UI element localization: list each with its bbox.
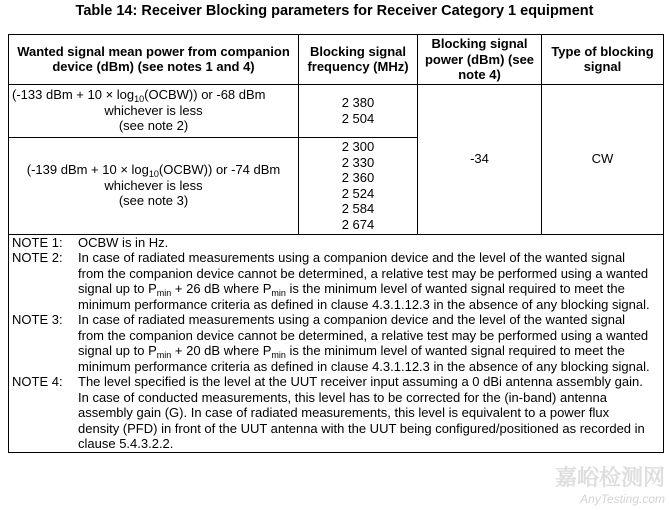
frequency-value: 2 330 [341, 154, 375, 170]
notes-row [9, 234, 664, 452]
note-text: OCBW is in Hz. [78, 234, 169, 250]
frequency-value: 2 524 [341, 185, 375, 201]
note-4 [12, 374, 660, 452]
header-row [9, 35, 664, 85]
note-label: NOTE 2: [12, 250, 63, 265]
wanted-formula-2: (-139 dBm + $10 \times \log_{10}(OCBW)$) or -74 dBm [26, 162, 281, 180]
wanted-note-ref-2: (see note 3) [118, 193, 189, 209]
frequency-value: 2 504 [341, 110, 375, 126]
wanted-formula-1: (-133 dBm + $10 \times \log_{10}(OCBW)$) or -68 dBm [12, 87, 266, 105]
blocking-type-cell: CW [542, 84, 664, 234]
frequency-value: 2 674 [341, 216, 375, 232]
header-blocking-frequency: Blocking signal frequency (MHz) [299, 35, 418, 85]
note-text: In case of radiated measurements using a companion device and the level of the wanted signal from the companion device cannot be determined, a relative test may be performed using a wanted signal up to $P_{min} + 26$ dB where $P_{min}$ is the minimum level of wanted signal required to meet the minimum performance criteria as defined in clause 4.3.1.12.3 in the absence of any blocking signal. [78, 250, 650, 312]
wanted-condition-2: whichever is less [104, 177, 203, 193]
watermark-url: AnyTesting.com [580, 492, 665, 506]
blocking-parameters-table [8, 34, 664, 453]
header-wanted-signal: Wanted signal mean power from companion device (dBm) (see notes 1 and 4) [9, 35, 299, 85]
note-3 [12, 312, 660, 374]
header-blocking-power: Blocking signal power (dBm) (see note 4) [418, 35, 542, 85]
wanted-condition-1: whichever is less [104, 102, 203, 118]
note-label: NOTE 1: [12, 234, 63, 250]
blocking-power-cell: -34 [418, 84, 542, 234]
frequency-value: 2 300 [341, 139, 375, 154]
frequency-cell-1 [299, 84, 418, 137]
frequency-value: 2 584 [341, 201, 375, 216]
watermark [555, 461, 665, 506]
note-label: NOTE 4: [12, 374, 63, 389]
frequency-value: 2 380 [341, 95, 375, 110]
table-title: Table 14: Receiver Blocking parameters for Receiver Category 1 equipment [75, 3, 594, 19]
table-row [9, 84, 664, 137]
header-blocking-type: Type of blocking signal [542, 35, 664, 85]
note-2 [12, 250, 660, 312]
notes-cell [9, 234, 664, 452]
watermark-logo-text: 嘉峪检测网 [554, 465, 665, 490]
wanted-note-ref-1: (see note 2) [118, 118, 189, 134]
wanted-signal-cell-2 [9, 137, 299, 234]
wanted-signal-cell-1 [9, 84, 299, 137]
note-label: NOTE 3: [12, 312, 63, 327]
frequency-value: 2 360 [341, 170, 375, 185]
frequency-cell-2 [299, 137, 418, 234]
note-text: The level specified is the level at the UUT receiver input assuming a 0 dBi antenna assembly gain. In case of conducted measurements, this level has to be corrected for the (in-band) antenna assembly gain (G). In case of radiated measurements, this level is equivalent to a power flux density (PFD) in front of the UUT antenna with the UUT being configured/positioned as recorded in clause 5.4.3.2.2. [78, 374, 645, 451]
note-1 [12, 235, 660, 251]
note-text: In case of radiated measurements using a companion device and the level of the wanted signal from the companion device cannot be determined, a relative test may be performed using a wanted signal up to $P_{min} + 20$ dB where $P_{min}$ is the minimum level of wanted signal required to meet the minimum performance criteria as defined in clause 4.3.1.12.3 in the absence of any blocking signal. [78, 312, 650, 374]
